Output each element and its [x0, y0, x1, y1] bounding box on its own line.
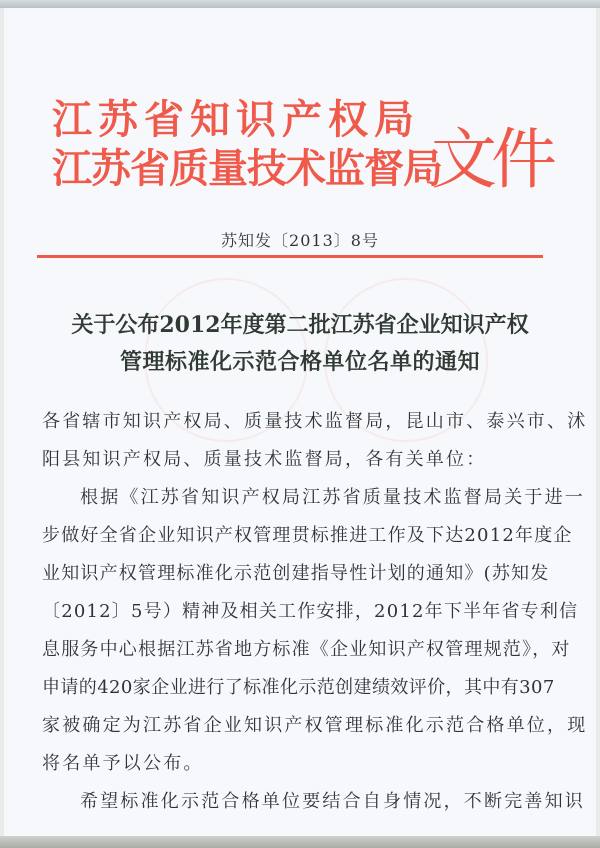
- paragraph-1-line-5: 息服务中心根据江苏省地方标准《企业知识产权管理规范》，对: [42, 639, 571, 660]
- scan-edge-bottom: [0, 836, 600, 848]
- issuing-org-2: 江苏省质量技术监督局: [52, 145, 442, 192]
- issuing-org-1: 江苏省知识产权局: [52, 96, 420, 143]
- notice-title-line-2: 管理标准化示范合格单位名单的通知: [119, 349, 480, 375]
- paragraph-1-line-4: 〔2012〕5号）精神及相关工作安排，2012年下半年省专利信: [42, 601, 579, 622]
- scan-edge-top: [0, 0, 600, 8]
- notice-title-line-1: 关于公布2012年度第二批江苏省企业知识产权: [71, 312, 529, 338]
- document-number: 苏知发〔2013〕8号: [221, 231, 379, 250]
- paragraph-2-line-1: 希望标准化示范合格单位要结合自身情况，不断完善知识: [80, 791, 585, 812]
- paragraph-1-line-8: 将名单予以公布。: [42, 753, 204, 774]
- red-divider-line: [37, 255, 543, 258]
- paragraph-1-line-1: 根据《江苏省知识产权局江苏省质量技术监督局关于进一: [80, 487, 585, 508]
- paragraph-1-line-3: 业知识产权管理标准化示范创建指导性计划的通知》(苏知发: [42, 563, 550, 584]
- addressee-line-1: 各省辖市知识产权局、质量技术监督局，昆山市、泰兴市、沭: [42, 411, 588, 432]
- notice-body: [42, 403, 588, 821]
- paragraph-1-line-7: 家被确定为江苏省企业知识产权管理标准化示范合格单位，现: [42, 715, 588, 736]
- paragraph-1-line-6: 申请的420家企业进行了标准化示范创建绩效评价，其中有307: [42, 677, 555, 698]
- paragraph-1-line-2: 步做好全省企业知识产权管理贯标推进工作及下达2012年度企: [42, 525, 573, 546]
- addressee-line-2: 阳县知识产权局、质量技术监督局，各有关单位：: [42, 449, 487, 470]
- document-type-label: 文件: [431, 121, 551, 198]
